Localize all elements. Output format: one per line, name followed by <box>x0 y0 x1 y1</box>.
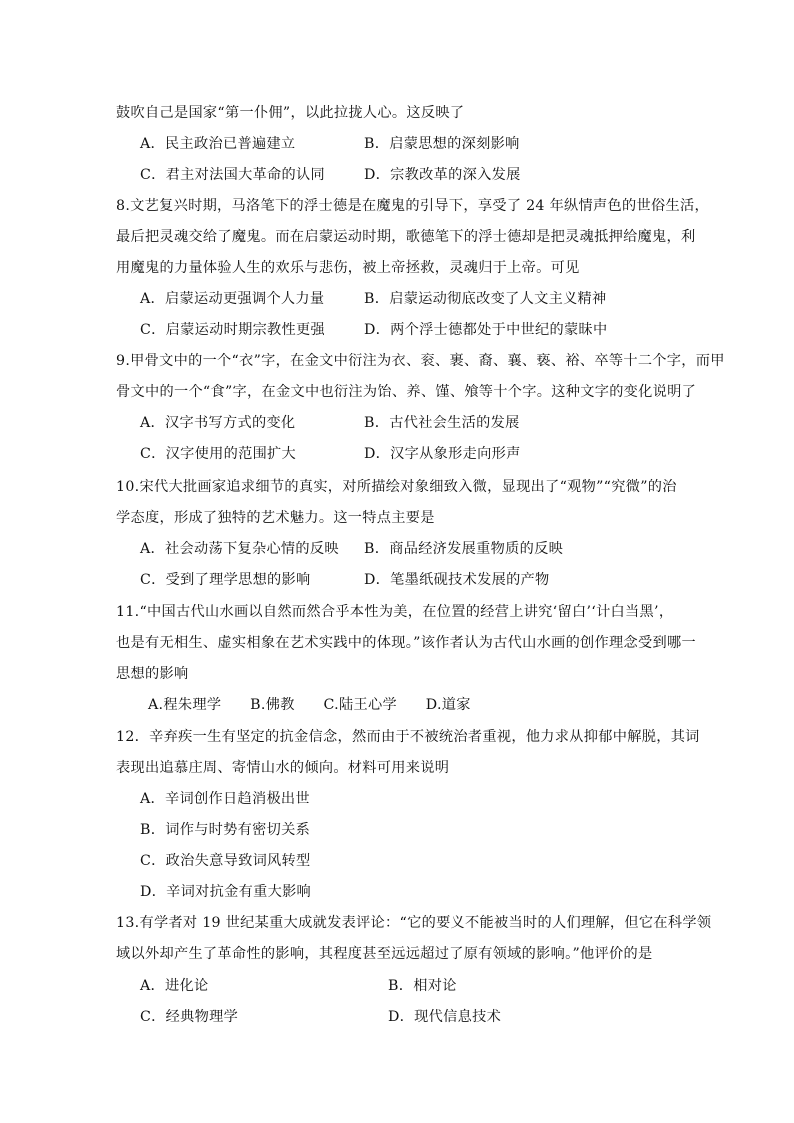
q10-option-b: B．商品经济发展重物质的反映 <box>364 541 564 557</box>
q7-option-c: C．君主对法国大革命的认同 <box>140 167 326 183</box>
q10-option-d: D．笔墨纸砚技术发展的产物 <box>364 572 550 588</box>
q9-option-a: A．汉字书写方式的变化 <box>140 415 296 431</box>
q12-option-d: D．辛词对抗金有重大影响 <box>140 884 312 900</box>
q8-option-d: D．两个浮士德都处于中世纪的蒙昧中 <box>364 322 608 338</box>
q11-stem-line-3: 思想的影响 <box>116 666 189 682</box>
q10-stem-line-2: 学态度，形成了独特的艺术魅力。这一特点主要是 <box>116 510 435 526</box>
q12-stem-line-1: 12．辛弃疾一生有坚定的抗金信念，然而由于不被统治者重视，他力求从抑郁中解脱，其词 <box>116 729 700 745</box>
q13-stem-line-1: 13.有学者对 19 世纪某重大成就发表评论：“它的要义不能被当时的人们理解，但它在科学领 <box>116 915 712 931</box>
q12-option-b: B．词作与时势有密切关系 <box>140 822 311 838</box>
q8-option-b: B．启蒙运动彻底改变了人文主义精神 <box>364 291 607 307</box>
q7-option-a: A．民主政治已普遍建立 <box>140 136 296 152</box>
q10-option-a: A．社会动荡下复杂心情的反映 <box>140 541 339 557</box>
q13-option-b: B．相对论 <box>388 978 457 994</box>
q11-stem-line-1: 11.“中国古代山水画以自然而然合乎本性为美，在位置的经营上讲究‘留白’‘计白当黑’， <box>116 604 674 620</box>
q13-stem-line-2: 域以外却产生了革命性的影响，其程度甚至远远超过了原有领域的影响。”他评价的是 <box>116 946 653 962</box>
q8-option-c: C．启蒙运动时期宗教性更强 <box>140 322 326 338</box>
q13-option-c: C．经典物理学 <box>140 1009 239 1025</box>
q9-option-d: D．汉字从象形走向形声 <box>364 446 521 462</box>
q10-option-c: C．受到了理学思想的影响 <box>140 572 311 588</box>
q9-option-c: C．汉字使用的范围扩大 <box>140 446 297 462</box>
q13-option-d: D．现代信息技术 <box>388 1009 502 1025</box>
q12-stem-line-2: 表现出追慕庄周、寄情山水的倾向。材料可用来说明 <box>116 760 450 776</box>
q9-stem-line-2: 骨文中的一个“食”字，在金文中也衍注为饴、养、馑、飧等十个字。这种文字的变化说明了 <box>116 384 697 400</box>
q10-stem-line-1: 10.宋代大批画家追求细节的真实，对所描绘对象细致入微，显现出了“观物”“究微”的治 <box>116 479 677 495</box>
q7-stem-continuation: 鼓吹自己是国家“第一仆佣”，以此拉拢人心。这反映了 <box>116 105 465 121</box>
q11-stem-line-2: 也是有无相生、虚实相象在艺术实践中的体现。”该作者认为古代山水画的创作理念受到哪一 <box>116 635 696 651</box>
q7-option-b: B．启蒙思想的深刻影响 <box>364 136 520 152</box>
q13-option-a: A．进化论 <box>140 978 209 994</box>
q12-option-a: A．辛词创作日趋消极出世 <box>140 791 310 807</box>
q7-option-d: D．宗教改革的深入发展 <box>364 167 521 183</box>
q8-stem-line-1: 8.文艺复兴时期，马洛笔下的浮士德是在魔鬼的引导下，享受了 24 年纵情声色的世俗生活， <box>116 198 709 214</box>
q9-option-b: B．古代社会生活的发展 <box>364 415 520 431</box>
q12-option-c: C．政治失意导致词风转型 <box>140 853 311 869</box>
q8-stem-line-3: 用魔鬼的力量体验人生的欢乐与悲伤，被上帝拯救，灵魂归于上帝。可见 <box>116 260 580 276</box>
q8-option-a: A．启蒙运动更强调个人力量 <box>140 291 325 307</box>
q9-stem-line-1: 9.甲骨文中的一个“衣”字，在金文中衍注为衣、衮、裹、裔、襄、亵、裕、卒等十二个字，而甲 <box>116 353 725 369</box>
q8-stem-line-2: 最后把灵魂交给了魔鬼。而在启蒙运动时期，歌德笔下的浮士德却是把灵魂抵押给魔鬼，利 <box>116 229 696 245</box>
q11-options: A.程朱理学 B.佛教 C.陆王心学 D.道家 <box>148 697 471 713</box>
